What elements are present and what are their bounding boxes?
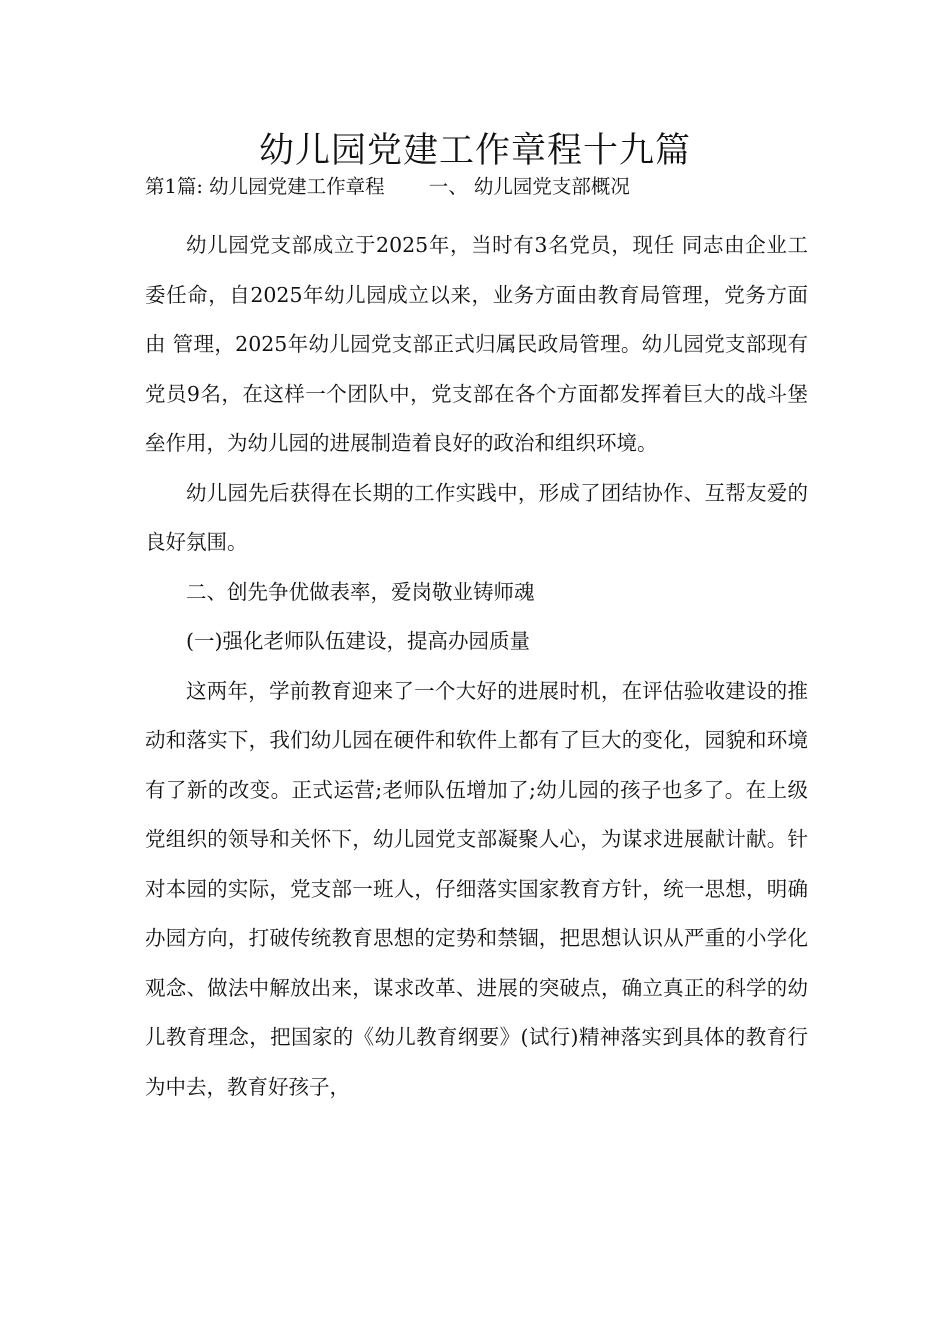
subsection-heading-one: (一)强化老师队伍建设，提高办园质量 [186,629,530,653]
paragraph-teacher-team: 这两年，学前教育迎来了一个大好的进展时机，在评估验收建设的推动和落实下，我们幼儿园在硬件和软件上都有了巨大的变化，园貌和环境有了新的改变。正式运营;老师队伍增加了;幼儿园的孩子也多了。在上级党组织的领导和关怀下，幼儿园党支部凝聚人心，为谋求进展献计献。针对本园的实际，党支部一班人，仔细落实国家教育方针，统一思想，明确办园方向，打破传统教育思想的定势和禁锢，把思想认识从严重的小学化观念、做法中解放出来，谋求改革、进展的突破点，确立真正的科学的幼儿教育理念，把国家的《幼儿教育纲要》(试行)精神落实到具体的教育行为中去，教育好孩子， [145,678,808,1099]
document-title: 幼儿园党建工作章程十九篇 [258,131,691,171]
section-heading-two: 二、创先争优做表率，爱岗敬业铸师魂 [186,579,535,604]
paragraph-achievements: 幼儿园先后获得在长期的工作实践中，形成了团结协作、互帮友爱的良好氛围。 [145,480,808,554]
document-body [145,221,808,1112]
chapter-label: 第1篇: 幼儿园党建工作章程 [145,175,385,198]
paragraph-party-branch-overview: 幼儿园党支部成立于2025年，当时有3名党员，现任 同志由企业工委任命，自2025年幼儿园成立以来，业务方面由教育局管理，党务方面由 管理，2025年幼儿园党支部正式归属民政局管理。幼儿园党支部现有党员9名，在这样一个团队中，党支部在各个方面都发挥着巨大的战斗堡垒作用，为幼儿园的进展制造着良好的政治和组织环境。 [145,233,808,455]
chapter-heading-line [145,172,808,202]
section-heading: 一、 幼儿园党支部概况 [428,175,630,198]
